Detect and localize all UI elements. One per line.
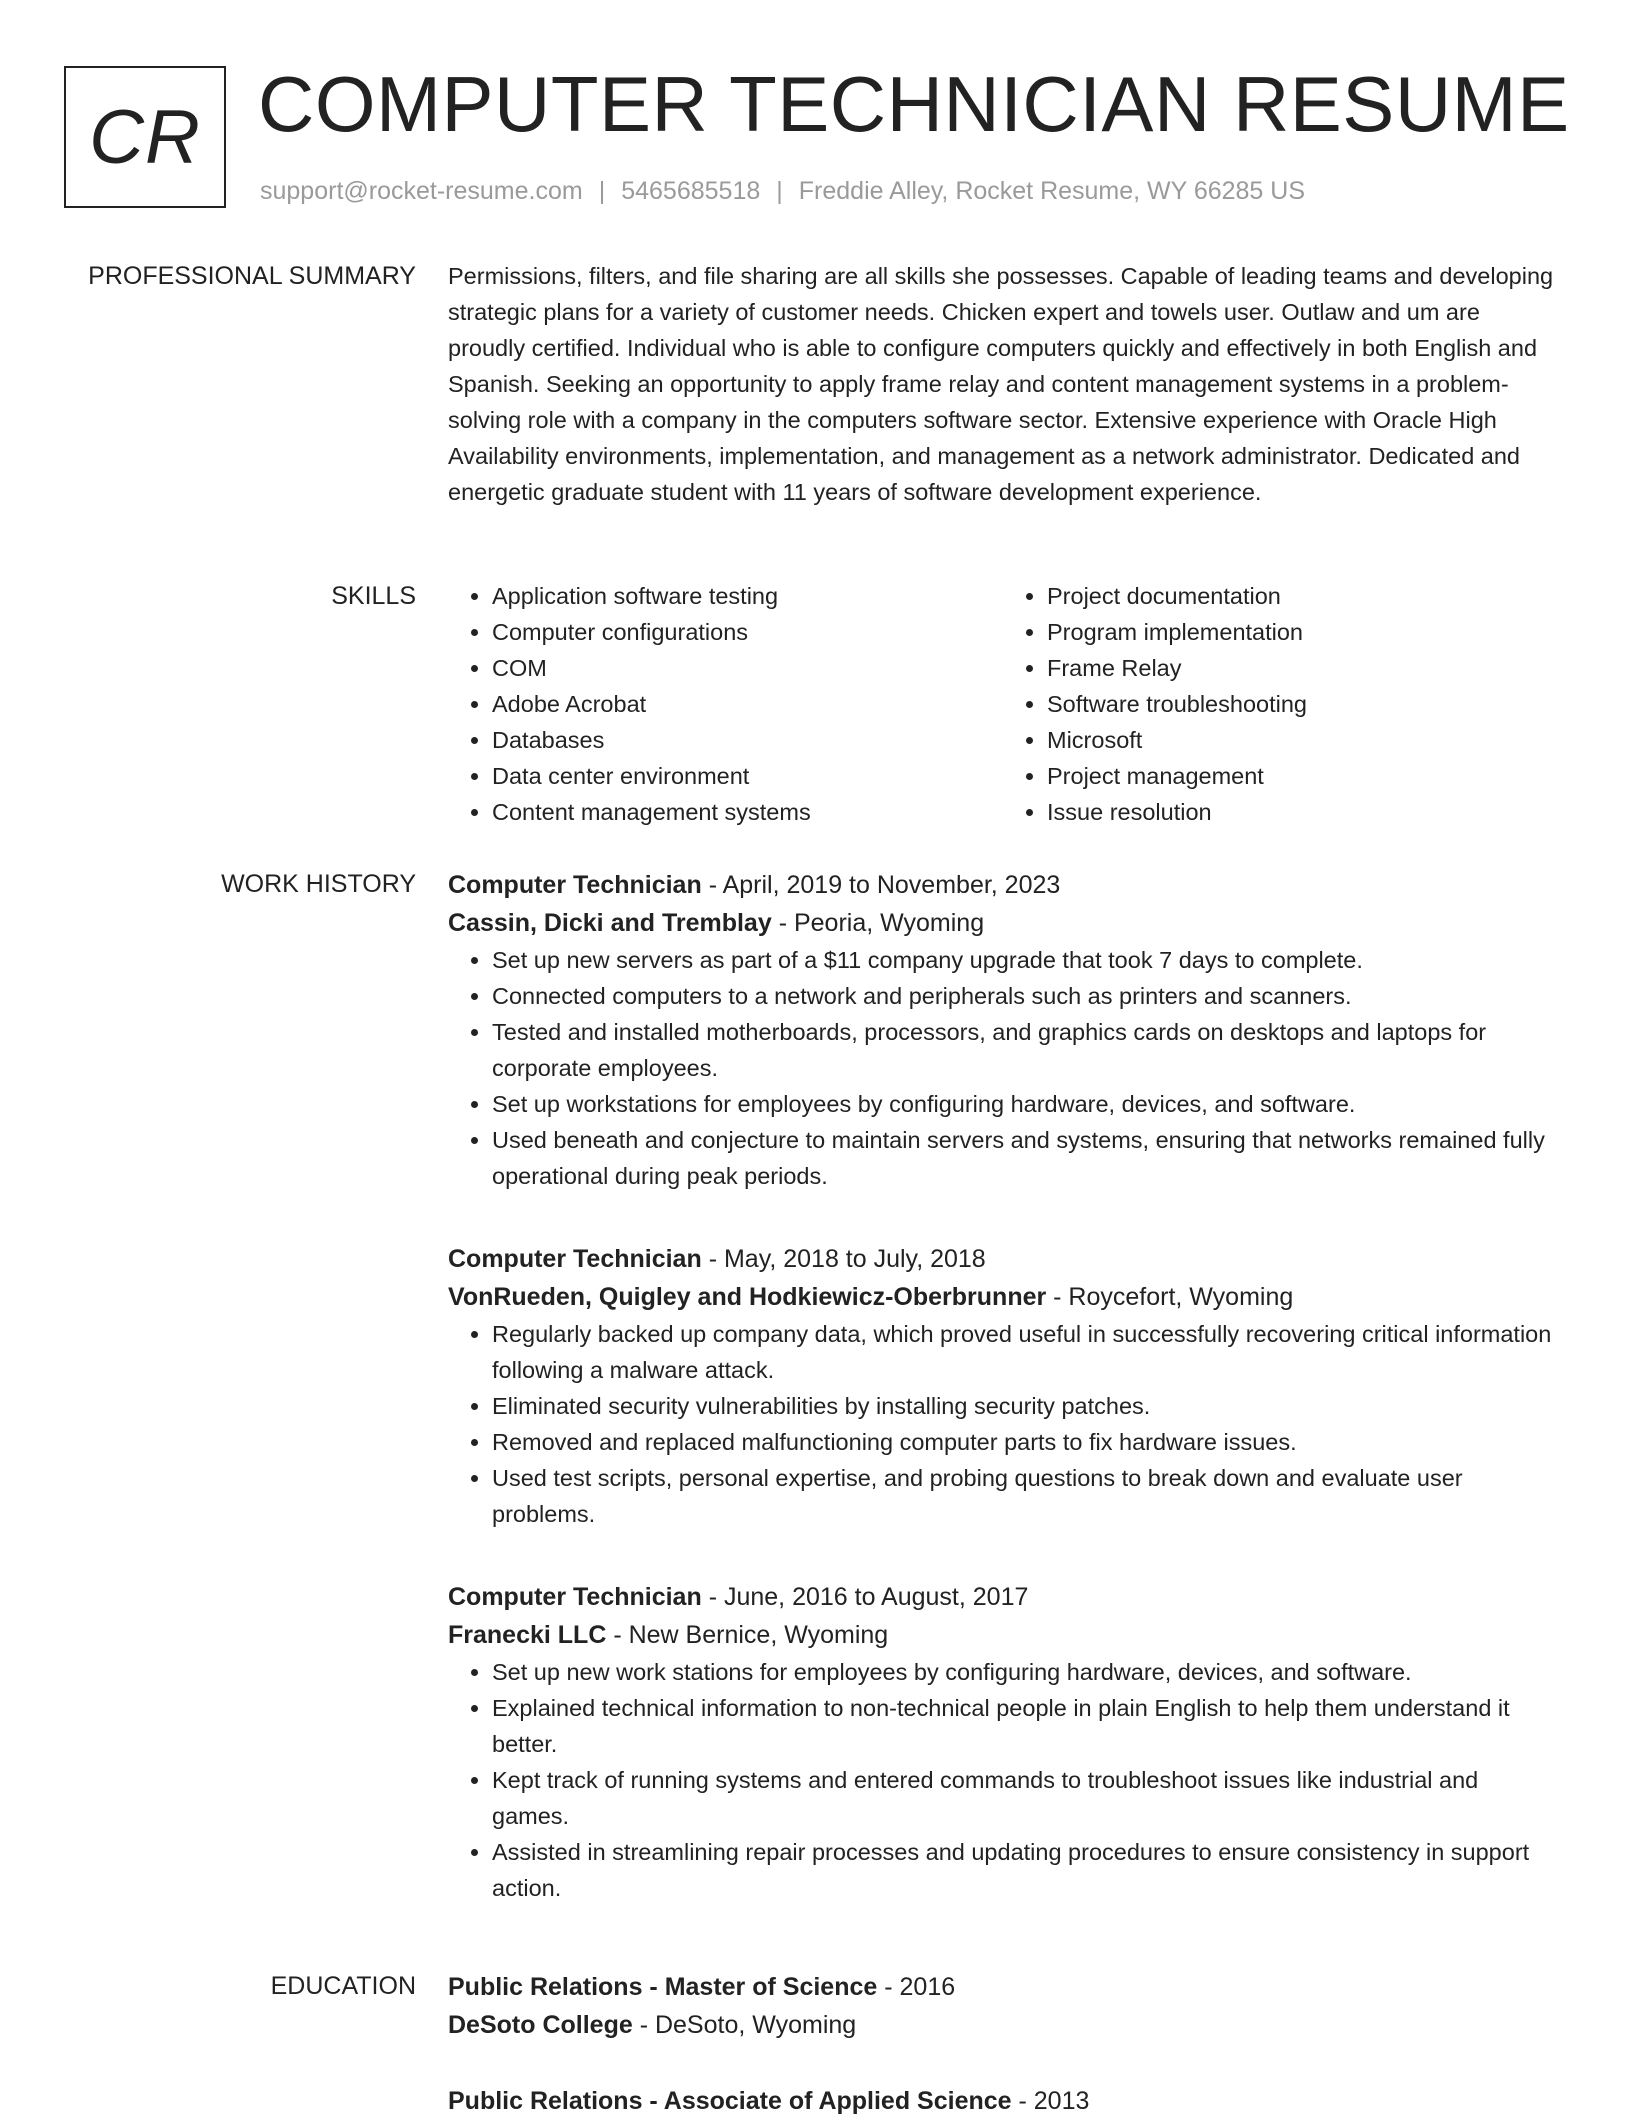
degree: Public Relations - Associate of Applied Science [448, 2087, 1012, 2115]
job-dates: - April, 2019 to November, 2023 [701, 871, 1061, 899]
degree-line [448, 2082, 1558, 2120]
job-bullet: • Kept track of running systems and entered commands to troubleshoot issues like industrial and games. [492, 1762, 1558, 1834]
skill-item: • COM [492, 650, 1003, 686]
degree-year: - 2016 [877, 1973, 956, 2001]
resume-title: COMPUTER TECHNICIAN RESUME [258, 60, 1570, 148]
skills-grid [448, 578, 1558, 830]
skills-list-right [1003, 578, 1558, 830]
skill-item: • Databases [492, 722, 1003, 758]
degree-year: - 2013 [1011, 2087, 1090, 2115]
job-company-line [448, 1278, 1558, 1316]
job-bullet: • Used test scripts, personal expertise, and probing questions to break down and evaluate user problems. [492, 1460, 1558, 1532]
job-bullet: • Eliminated security vulnerabilities by installing security patches. [492, 1388, 1558, 1424]
school: DeSoto College [448, 2011, 633, 2039]
summary-text: Permissions, filters, and file sharing are all skills she possesses. Capable of leading teams and developing strategic plans for a variety of customer needs. Chicken expert and towels user. Outlaw and um are proudly certified. Individual who is able to configure computers quickly and effectively in both English and Spanish. Seeking an opportunity to apply frame relay and content management systems in a problem-solving role with a company in the computers software sector. Extensive experience with Oracle High Availability environments, implementation, and management as a network administrator. Dedicated and energetic graduate student with 11 years of software development experience. [448, 263, 1554, 505]
degree-line [448, 1968, 1558, 2006]
skill-item: • Software troubleshooting [1047, 686, 1558, 722]
job-company: VonRueden, Quigley and Hodkiewicz-Oberbrunner [448, 1283, 1047, 1311]
school-line [448, 2006, 1558, 2044]
job-bullet: • Set up new work stations for employees by configuring hardware, devices, and software. [492, 1654, 1558, 1690]
job-title-line [448, 866, 1558, 904]
skills-list-left [448, 578, 1003, 830]
job-bullet: • Tested and installed motherboards, processors, and graphics cards on desktops and laptops for corporate employees. [492, 1014, 1558, 1086]
skill-item: • Issue resolution [1047, 794, 1558, 830]
job-location: - Roycefort, Wyoming [1046, 1283, 1294, 1311]
phone-number: 5465685518 [621, 177, 761, 205]
skill-item: • Adobe Acrobat [492, 686, 1003, 722]
job-bullet: • Connected computers to a network and peripherals such as printers and scanners. [492, 978, 1558, 1014]
education-entry [448, 1968, 1558, 2044]
job-bullet: • Set up new servers as part of a $11 company upgrade that took 7 days to complete. [492, 942, 1558, 978]
job-entry [448, 1578, 1558, 1906]
job-bullet: • Used beneath and conjecture to maintain servers and systems, ensuring that networks remained fully operational during peak periods. [492, 1122, 1558, 1194]
education-entry [448, 2082, 1558, 2120]
job-entry [448, 1240, 1558, 1532]
job-location: - Peoria, Wyoming [771, 909, 985, 937]
skill-item: • Program implementation [1047, 614, 1558, 650]
job-bullets [448, 1316, 1558, 1532]
contact-separator: | [598, 177, 606, 205]
skill-item: • Frame Relay [1047, 650, 1558, 686]
job-title-line [448, 1578, 1558, 1616]
job-title: Computer Technician [448, 1583, 702, 1611]
job-dates: - May, 2018 to July, 2018 [701, 1245, 986, 1273]
email-link[interactable]: support@rocket-resume.com [260, 177, 583, 205]
job-bullet: • Explained technical information to non-technical people in plain English to help them understand it better. [492, 1690, 1558, 1762]
job-bullet: • Assisted in streamlining repair processes and updating procedures to ensure consistency in support action. [492, 1834, 1558, 1906]
job-bullets [448, 1654, 1558, 1906]
skill-item: • Project documentation [1047, 578, 1558, 614]
contact-line [260, 175, 1305, 207]
monogram-logo: CR [64, 66, 226, 208]
address: Freddie Alley, Rocket Resume, WY 66285 US [798, 177, 1306, 205]
job-bullet: • Regularly backed up company data, which proved useful in successfully recovering critical information following a malware attack. [492, 1316, 1558, 1388]
job-company: Cassin, Dicki and Tremblay [448, 909, 772, 937]
job-bullet: • Set up workstations for employees by configuring hardware, devices, and software. [492, 1086, 1558, 1122]
skill-item: • Content management systems [492, 794, 1003, 830]
skill-item: • Project management [1047, 758, 1558, 794]
job-location: - New Bernice, Wyoming [606, 1621, 889, 1649]
degree: Public Relations - Master of Science [448, 1973, 878, 2001]
job-title-line [448, 1240, 1558, 1278]
job-company-line [448, 1616, 1558, 1654]
section-label-work-history: WORK HISTORY [221, 870, 416, 898]
job-company: Franecki LLC [448, 1621, 607, 1649]
job-bullet: • Removed and replaced malfunctioning computer parts to fix hardware issues. [492, 1424, 1558, 1460]
skill-item: • Computer configurations [492, 614, 1003, 650]
school-location: - DeSoto, Wyoming [632, 2011, 857, 2039]
skill-item: • Application software testing [492, 578, 1003, 614]
job-title: Computer Technician [448, 1245, 702, 1273]
section-label-skills: SKILLS [331, 582, 416, 610]
contact-separator: | [776, 177, 783, 205]
job-bullets [448, 942, 1558, 1194]
job-title: Computer Technician [448, 871, 702, 899]
skill-item: • Data center environment [492, 758, 1003, 794]
job-dates: - June, 2016 to August, 2017 [701, 1583, 1029, 1611]
section-label-summary: PROFESSIONAL SUMMARY [88, 262, 416, 290]
section-label-education: EDUCATION [270, 1972, 416, 2000]
skill-item: • Microsoft [1047, 722, 1558, 758]
job-company-line [448, 904, 1558, 942]
job-entry [448, 866, 1558, 1194]
